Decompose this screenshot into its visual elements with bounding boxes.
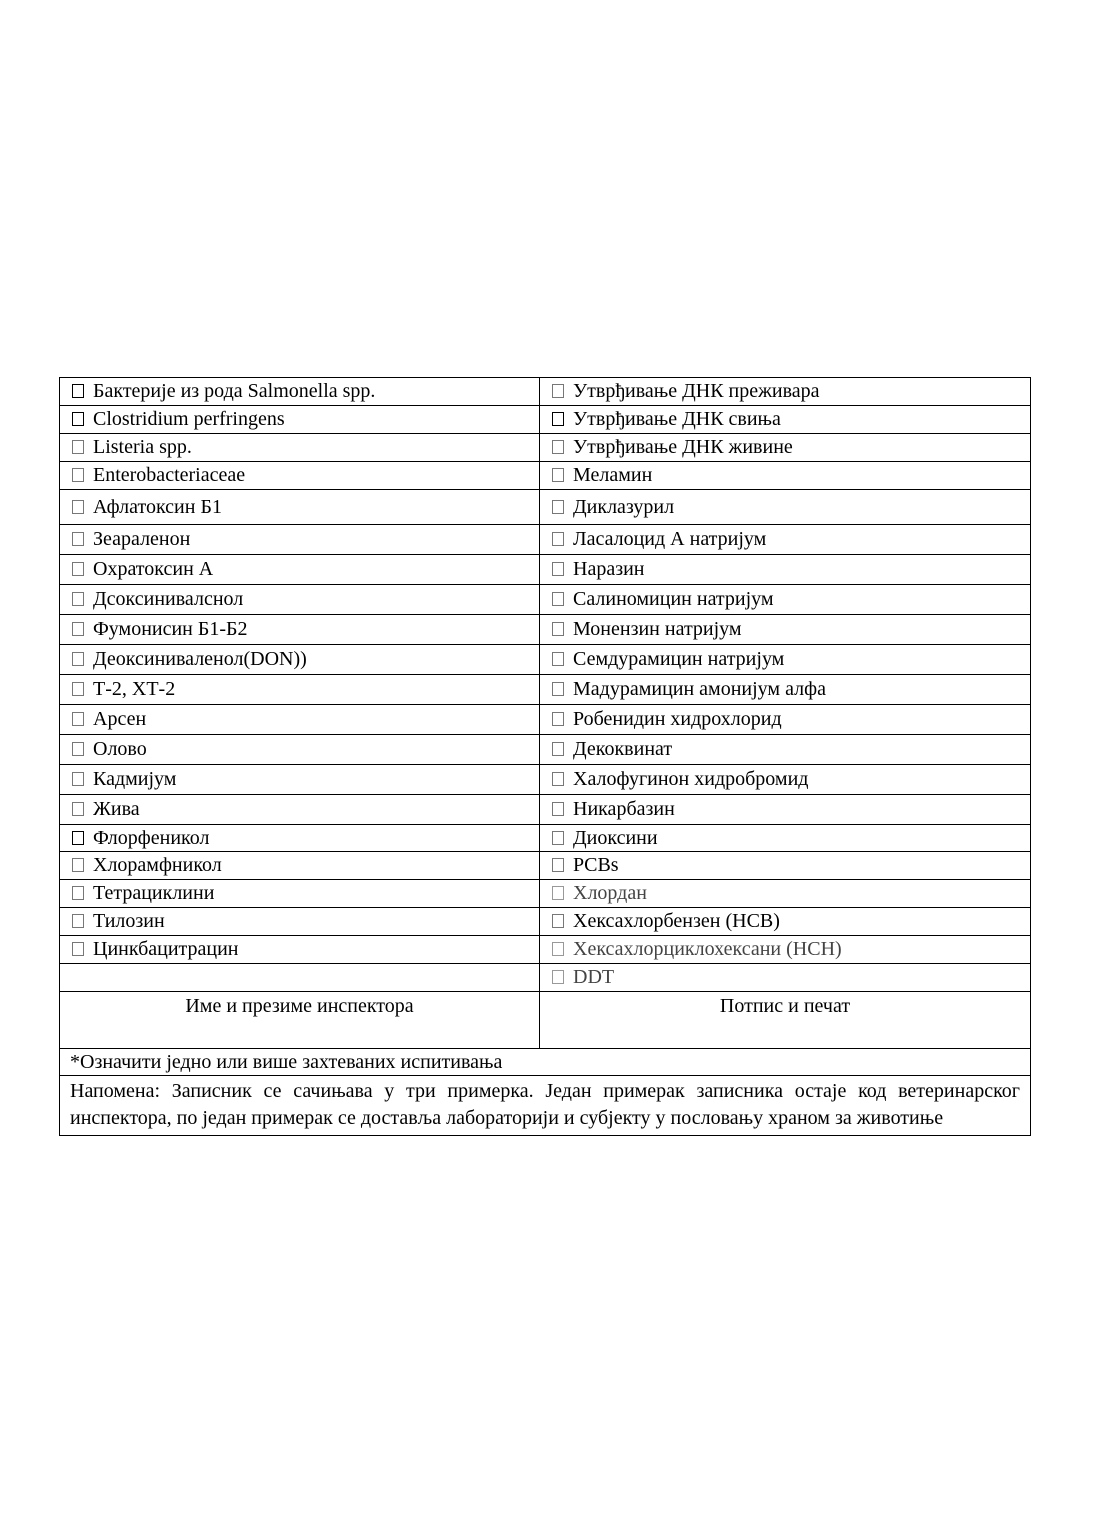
- checkbox-right[interactable]: [552, 914, 564, 928]
- analysis-label: Афлатоксин Б1: [93, 495, 222, 518]
- analysis-label: Диклазурил: [573, 495, 675, 518]
- checkbox-right[interactable]: [552, 772, 564, 786]
- analysis-row: [60, 462, 1031, 490]
- analysis-row: [60, 880, 1031, 908]
- analysis-row: [60, 525, 1031, 555]
- analysis-label: Семдурамицин натријум: [573, 648, 785, 670]
- analysis-cell-left: [60, 705, 540, 735]
- analysis-cell-right: [540, 434, 1031, 462]
- analysis-cell-right: [540, 525, 1031, 555]
- analysis-label: Халофугинон хидробромид: [573, 768, 809, 790]
- analysis-row: [60, 936, 1031, 964]
- analysis-cell-right: [540, 585, 1031, 615]
- analysis-label: Хлордан: [573, 882, 647, 904]
- analysis-label: Салиномицин натријум: [573, 588, 774, 610]
- analysis-row: [60, 615, 1031, 645]
- analysis-label: Тетрациклини: [93, 882, 215, 904]
- analysis-cell-left: [60, 852, 540, 880]
- checkbox-right[interactable]: [552, 500, 564, 514]
- checkbox-left[interactable]: [72, 440, 84, 454]
- checkbox-left[interactable]: [72, 682, 84, 696]
- analysis-cell-left: [60, 525, 540, 555]
- analysis-label: Охратоксин А: [93, 558, 214, 580]
- analysis-row: [60, 585, 1031, 615]
- analysis-cell-right: [540, 908, 1031, 936]
- analysis-label: Дсоксинивалснол: [93, 588, 244, 610]
- analysis-row: [60, 645, 1031, 675]
- checkbox-left[interactable]: [72, 772, 84, 786]
- analysis-row: [60, 378, 1031, 406]
- analysis-row: [60, 675, 1031, 705]
- analysis-cell-right: [540, 735, 1031, 765]
- checkbox-left[interactable]: [72, 742, 84, 756]
- checkbox-left[interactable]: [72, 652, 84, 666]
- analysis-label: Кадмијум: [93, 768, 177, 790]
- analysis-label: Тилозин: [93, 910, 165, 932]
- analysis-label: Бактерије из рода Salmonella spp.: [93, 380, 376, 402]
- analysis-cell-right: [540, 378, 1031, 406]
- analysis-label: Флорфеникол: [93, 826, 210, 849]
- analysis-cell-left: [60, 908, 540, 936]
- remark: Напомена: Записник се сачињава у три примерка. Један примерак записника остаје код ветеринарског инспектора, по један примерак се доставља лабораторији и субјекту у пословању храном за животиње: [60, 1076, 1031, 1136]
- analysis-cell-right: [540, 765, 1031, 795]
- checkbox-right[interactable]: [552, 468, 564, 482]
- footnote: *Означити једно или више захтеваних испитивања: [60, 1049, 1031, 1076]
- analysis-label: Clostridium perfringens: [93, 408, 285, 430]
- analysis-cell-left: [60, 936, 540, 964]
- inspector-name-cell[interactable]: [60, 992, 540, 1049]
- inspector-name-label: Име и презиме инспектора: [185, 995, 414, 1017]
- checkbox-right[interactable]: [552, 858, 564, 872]
- analysis-label: Монензин натријум: [573, 618, 742, 640]
- checkbox-right[interactable]: [552, 622, 564, 636]
- checkbox-left[interactable]: [72, 802, 84, 816]
- analysis-label: Утврђивање ДНК свиња: [573, 408, 781, 430]
- analysis-cell-left: [60, 585, 540, 615]
- analysis-row: [60, 852, 1031, 880]
- analysis-label: Цинкбацитрацин: [93, 938, 239, 960]
- analysis-row: [60, 406, 1031, 434]
- analysis-label: Хексахлорбензен (HCB): [573, 910, 780, 932]
- analysis-label: Утврђивање ДНК живине: [573, 436, 793, 458]
- analysis-label: Хексахлорциклохексани (HCH): [573, 938, 842, 960]
- checkbox-left[interactable]: [72, 914, 84, 928]
- analysis-label: Мадурамицин амонијум алфа: [573, 678, 826, 700]
- analysis-cell-right: [540, 964, 1031, 992]
- analysis-cell-right: [540, 825, 1031, 852]
- checkbox-left[interactable]: [72, 592, 84, 606]
- analysis-label: Диоксини: [573, 826, 658, 849]
- checkbox-left[interactable]: [72, 886, 84, 900]
- checkbox-left[interactable]: [72, 468, 84, 482]
- checkbox-right[interactable]: [552, 562, 564, 576]
- analysis-cell-right: [540, 406, 1031, 434]
- analysis-label: Фумонисин Б1-Б2: [93, 618, 248, 640]
- checkbox-right[interactable]: [552, 652, 564, 666]
- checkbox-right[interactable]: [552, 440, 564, 454]
- checkbox-right[interactable]: [552, 532, 564, 546]
- checkbox-right[interactable]: [552, 942, 564, 956]
- analysis-cell-right: [540, 852, 1031, 880]
- analysis-cell-left: [60, 645, 540, 675]
- analysis-cell-right: [540, 675, 1031, 705]
- analysis-row: [60, 434, 1031, 462]
- checkbox-left[interactable]: [72, 500, 84, 514]
- checkbox-right[interactable]: [552, 742, 564, 756]
- analysis-row: [60, 735, 1031, 765]
- checkbox-right[interactable]: [552, 802, 564, 816]
- signature-stamp-cell[interactable]: [540, 992, 1031, 1049]
- analysis-cell-left: [60, 490, 540, 525]
- analysis-label: Жива: [93, 798, 140, 820]
- analysis-cell-left: [60, 406, 540, 434]
- analysis-row: [60, 908, 1031, 936]
- checkbox-left[interactable]: [72, 712, 84, 726]
- checkbox-right[interactable]: [552, 712, 564, 726]
- analysis-cell-left: [60, 378, 540, 406]
- analysis-label: Зеараленон: [93, 528, 191, 550]
- analysis-cell-right: [540, 462, 1031, 490]
- analysis-cell-right: [540, 615, 1031, 645]
- analysis-label: Ласалоцид А натријум: [573, 528, 767, 550]
- analysis-label: Арсен: [93, 708, 147, 730]
- analysis-row: [60, 795, 1031, 825]
- analysis-cell-left: [60, 615, 540, 645]
- analysis-label: PCBs: [573, 854, 619, 876]
- analysis-row: [60, 555, 1031, 585]
- analysis-row: [60, 705, 1031, 735]
- checkbox-left[interactable]: [72, 858, 84, 872]
- analysis-label: Listeria spp.: [93, 436, 192, 458]
- checkbox-left[interactable]: [72, 384, 84, 398]
- analysis-cell-left: [60, 675, 540, 705]
- analysis-cell-right: [540, 645, 1031, 675]
- analysis-row: [60, 825, 1031, 852]
- analysis-cell-left: [60, 880, 540, 908]
- analysis-cell-right: [540, 555, 1031, 585]
- analysis-label: Наразин: [573, 558, 645, 580]
- analysis-cell-right: [540, 880, 1031, 908]
- analysis-label: Enterobacteriaceae: [93, 464, 246, 486]
- analysis-cell-left: [60, 735, 540, 765]
- checkbox-left[interactable]: [72, 412, 84, 426]
- checkbox-left[interactable]: [72, 562, 84, 576]
- analysis-cell-left: [60, 462, 540, 490]
- checkbox-left[interactable]: [72, 831, 84, 845]
- analysis-cell-right: [540, 795, 1031, 825]
- analysis-cell-left: [60, 555, 540, 585]
- checkbox-right[interactable]: [552, 412, 564, 426]
- checkbox-right[interactable]: [552, 592, 564, 606]
- analysis-label: Декоквинат: [573, 738, 673, 760]
- analysis-cell-right: [540, 490, 1031, 525]
- analysis-label: DDT: [573, 966, 615, 988]
- analysis-row: [60, 490, 1031, 525]
- remark-row: [60, 1076, 1031, 1136]
- analysis-label: Утврђивање ДНК преживара: [573, 380, 820, 402]
- checkbox-left[interactable]: [72, 942, 84, 956]
- checkbox-right[interactable]: [552, 970, 564, 984]
- analysis-row: [60, 964, 1031, 992]
- checkbox-right[interactable]: [552, 886, 564, 900]
- analysis-label: Хлорамфникол: [93, 854, 222, 876]
- analysis-label: Меламин: [573, 464, 653, 486]
- analysis-cell-left: [60, 964, 540, 992]
- signature-stamp-label: Потпис и печат: [719, 995, 851, 1017]
- analysis-row: [60, 765, 1031, 795]
- analysis-label: Олово: [93, 738, 147, 760]
- checkbox-left[interactable]: [72, 532, 84, 546]
- checkbox-right[interactable]: [552, 682, 564, 696]
- analysis-label: Робенидин хидрохлорид: [573, 708, 782, 730]
- checkbox-left[interactable]: [72, 622, 84, 636]
- analysis-cell-right: [540, 705, 1031, 735]
- analysis-cell-left: [60, 825, 540, 852]
- footnote-row: [60, 1049, 1031, 1076]
- analysis-label: Т-2, ХТ-2: [93, 678, 176, 700]
- analysis-list: [60, 378, 1031, 992]
- analysis-label: Деоксиниваленол(DON)): [93, 648, 307, 670]
- analysis-cell-right: [540, 936, 1031, 964]
- analysis-cell-left: [60, 765, 540, 795]
- checkbox-right[interactable]: [552, 384, 564, 398]
- analysis-request-table: [59, 377, 1031, 1136]
- analysis-cell-left: [60, 434, 540, 462]
- signature-row: [60, 992, 1031, 1049]
- analysis-label: Никарбазин: [573, 798, 675, 820]
- checkbox-right[interactable]: [552, 831, 564, 845]
- analysis-cell-left: [60, 795, 540, 825]
